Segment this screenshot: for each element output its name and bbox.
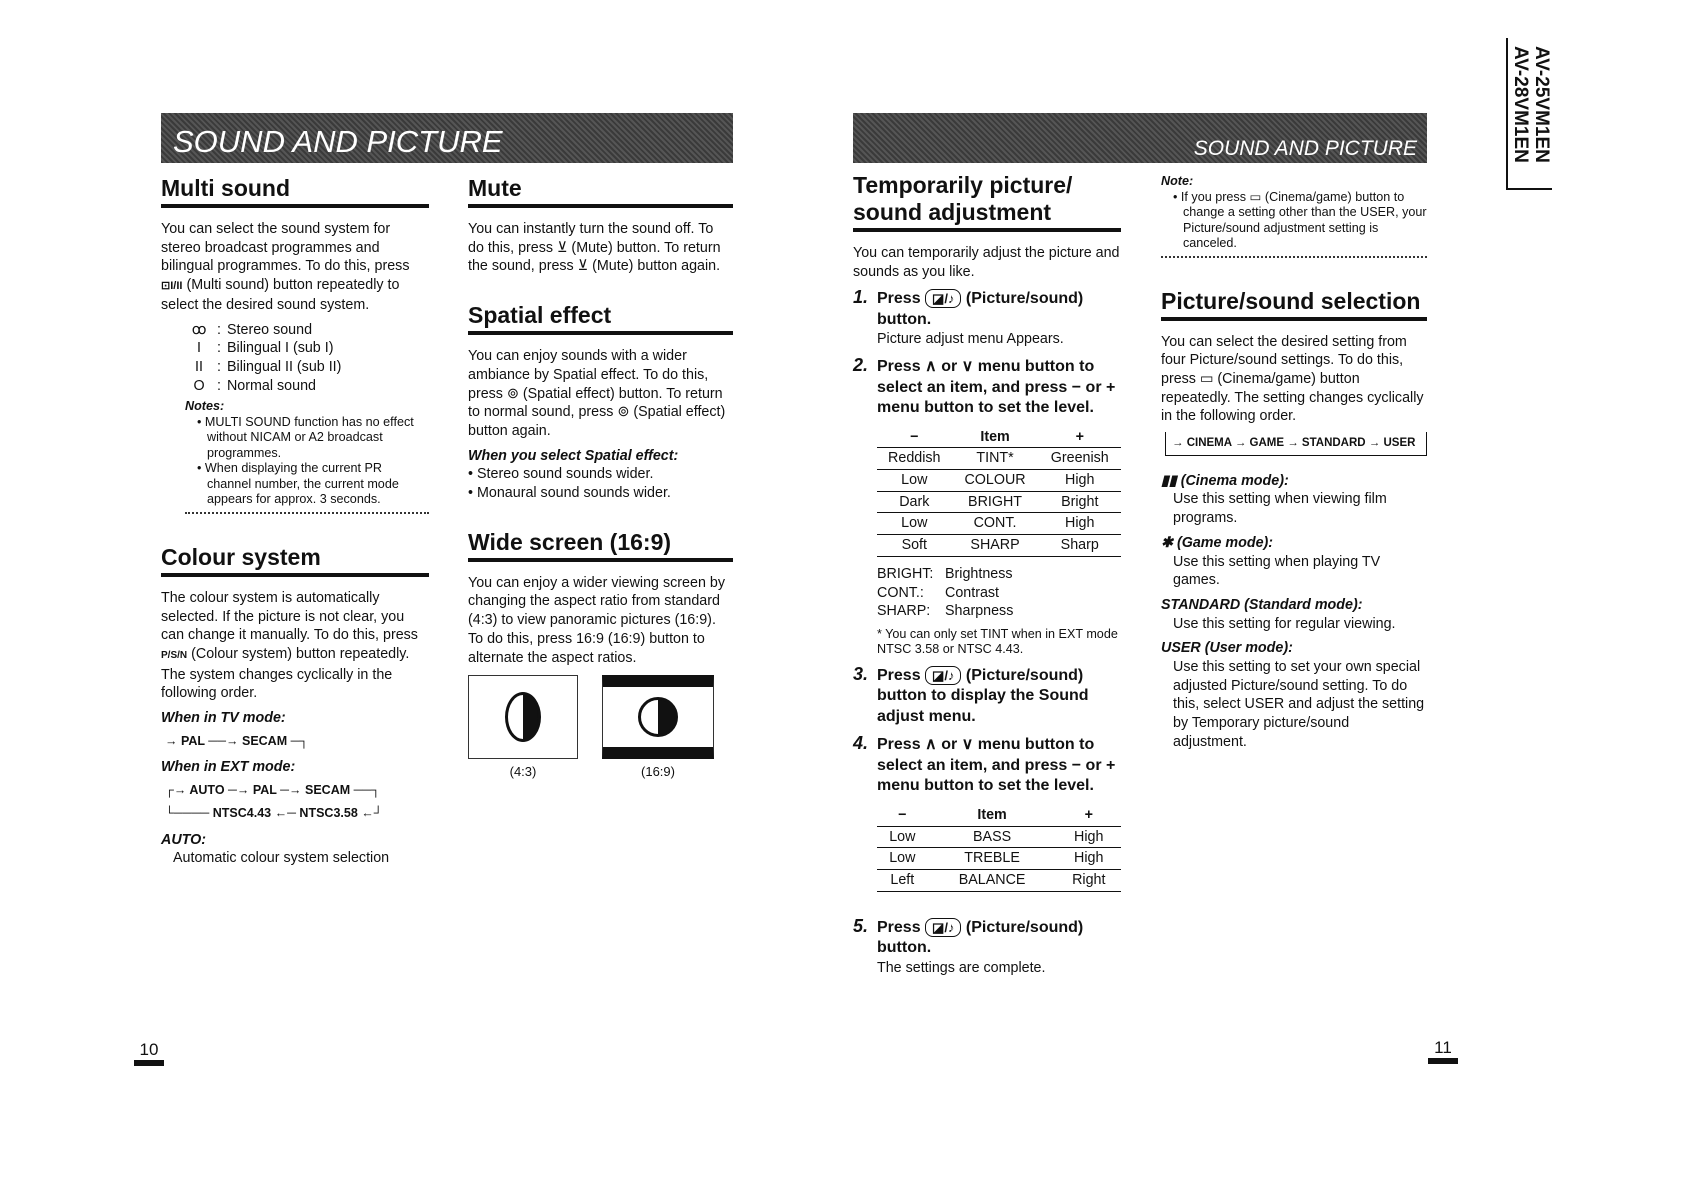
table-cell: Left [877, 870, 928, 892]
note-item: • MULTI SOUND function has no effect without NICAM or A2 broadcast programmes. [197, 414, 414, 460]
table-cell: Low [877, 470, 952, 492]
heading-colour-system: Colour system [161, 544, 429, 577]
abbreviation-item: CONT.: Contrast [877, 584, 1000, 601]
table-cell: TREBLE [928, 848, 1057, 870]
tv-16-9-image [602, 675, 714, 759]
table-row [877, 491, 1121, 513]
section-banner-right [853, 113, 1427, 163]
table-cell: BALANCE [928, 870, 1057, 892]
heading-mute: Mute [468, 175, 733, 208]
multi-sound-body: You can select the sound system for stereo broadcast programmes and bilingual programmes. To do this, press ⊡I/II (Multi sound) button repeatedly to select the desired sound system. [161, 221, 410, 313]
note-box [1161, 174, 1427, 258]
table-row [877, 826, 1121, 848]
table-cell: High [1039, 470, 1121, 492]
auto-desc: Automatic colour system selection [173, 850, 390, 867]
list-item: ꝏ : Stereo sound [191, 321, 313, 338]
table-cell: Low [877, 826, 928, 848]
step-5-result: The settings are complete. [877, 959, 1046, 976]
colour-system-body: The colour system is automatically selected. If the picture is not clear, you can change it manually. To do this, press P/S/N (Colour system) button repeatedly. The system changes cyclically in the following order. [161, 589, 418, 702]
ext-mode-sequence-return: └──── NTSC4.43 ←─ NTSC3.58 ←┘ [165, 805, 383, 820]
note-item: • If you press ▭ (Cinema/game) button to change a setting other than the USER, your Picture/sound adjustment setting is canceled. [1173, 189, 1427, 250]
table-cell: Greenish [1039, 448, 1121, 470]
heading-spatial-effect: Spatial effect [468, 302, 733, 335]
table-cell: Sharp [1039, 535, 1121, 557]
table-row [877, 848, 1121, 870]
tv-mode-sequence: → PAL ──→ SECAM ─┐ [165, 733, 309, 748]
step-1-result: Picture adjust menu Appears. [877, 331, 1064, 348]
sound-mode-list [187, 321, 429, 396]
step-2: 2. Press ∧ or ∨ menu button to select an item, and press − or + menu button to set the level. [853, 355, 1116, 417]
step-3: 3. Press ◪/♪ (Picture/sound) button to display the Sound adjust menu. [853, 663, 1089, 725]
page-number-right: 11 [1428, 1038, 1458, 1064]
step-5: 5. Press ◪/♪ (Picture/sound) button. [853, 915, 1084, 957]
mode-desc: Use this setting when playing TV games. [1173, 553, 1381, 589]
picture-sound-button-icon: ◪/♪ [925, 289, 961, 308]
mode-desc: Use this setting to set your own special adjusted Picture/sound setting. To do this, select USER and adjust the setting by Temporary picture/sound adjustment. [1173, 659, 1425, 750]
column-temporary-adjustment [853, 172, 1121, 983]
sound-adjust-table: − Item + Low BASS High Low TREBLE High Left BALANCE Right [877, 805, 1121, 892]
table-cell: BRIGHT [952, 491, 1039, 513]
table-cell: Dark [877, 491, 952, 513]
table-row [877, 513, 1121, 535]
table-cell: Reddish [877, 448, 952, 470]
mode-title: STANDARD (Standard mode): [1161, 596, 1363, 613]
model-2: AV-28VM1EN [1510, 46, 1531, 163]
mode-desc: Use this setting for regular viewing. [1173, 615, 1396, 632]
abbreviations [853, 565, 1121, 621]
list-item: • Monaural sound sounds wider. [468, 485, 671, 502]
table-row [877, 448, 1121, 470]
mode-title: USER (User mode): [1161, 640, 1293, 657]
ext-mode-sequence: ┌→ AUTO ─→ PAL ─→ SECAM ──┐ [165, 783, 381, 798]
abbreviation-item: BRIGHT: Brightness [877, 565, 1013, 582]
list-item: II : Bilingual II (sub II) [195, 358, 342, 375]
column-picture-sound-selection [1161, 170, 1427, 758]
heading-temporary-adjustment: Temporarily picture/ sound adjustment [853, 172, 1121, 232]
model-label [1506, 38, 1552, 190]
tv-4-3-image [468, 675, 578, 759]
tv-mode-label: When in TV mode: [161, 710, 286, 727]
table-cell: CONT. [952, 513, 1039, 535]
table-cell: BASS [928, 826, 1057, 848]
list-item: • Stereo sound sounds wider. [468, 466, 654, 483]
mode-desc: Use this setting when viewing film programs. [1173, 491, 1387, 527]
table-cell: TINT* [952, 448, 1039, 470]
table-cell: Right [1057, 870, 1121, 892]
spatial-when-label: When you select Spatial effect: [468, 447, 679, 464]
table-cell: COLOUR [952, 470, 1039, 492]
note-item: • When displaying the current PR channel number, the current mode appears for approx. 3 seconds. [197, 461, 399, 507]
mode-cycle-sequence: → CINEMA → GAME → STANDARD → USER [1165, 432, 1427, 456]
auto-title: AUTO: [161, 831, 207, 848]
table-cell: High [1057, 826, 1121, 848]
notes-title: Notes: [185, 399, 225, 414]
table-row [877, 870, 1121, 892]
mode-title: ▮▮ (Cinema mode): [1161, 472, 1289, 489]
ext-mode-label: When in EXT mode: [161, 759, 296, 776]
model-1: AV-25VM1EN [1531, 46, 1552, 163]
mode-title: ✱ (Game mode): [1161, 534, 1274, 551]
notes-box [185, 399, 429, 514]
temp-intro: You can temporarily adjust the picture and sounds as you like. [853, 245, 1120, 280]
section-banner-left [161, 113, 733, 163]
list-item: O : Normal sound [193, 377, 316, 394]
multi-sound-button-icon: ⊡I/II [161, 280, 183, 293]
banner-title: SOUND AND PICTURE [173, 124, 503, 159]
table-cell: Low [877, 513, 952, 535]
ps-body: You can select the desired setting from four Picture/sound settings. To do this, press ▭ (Cinema/game) button repeatedly. The setting changes cyclically in the following order. [1161, 333, 1424, 425]
caption-16-9: (16:9) [641, 764, 675, 780]
page-number-left: 10 [134, 1040, 164, 1066]
step-1: 1. Press ◪/♪ (Picture/sound) button. [853, 287, 1084, 328]
caption-4-3: (4:3) [509, 764, 537, 780]
column-multi-sound [161, 175, 429, 868]
wide-body: You can enjoy a wider viewing screen by changing the aspect ratio from standard (4:3) to view panoramic pictures (16:9). To do this, press 16:9 (16:9) button to alternate the aspect ratios. [468, 574, 725, 666]
table-row [877, 535, 1121, 557]
abbreviation-item: SHARP: Sharpness [877, 603, 1014, 620]
table-row [877, 470, 1121, 492]
heading-picture-sound-selection: Picture/sound selection [1161, 288, 1427, 321]
banner-title: SOUND AND PICTURE [1193, 137, 1417, 160]
table-cell: High [1057, 848, 1121, 870]
aspect-illustration [468, 675, 733, 782]
table-cell: Low [877, 848, 928, 870]
heading-multi-sound: Multi sound [161, 175, 429, 208]
table-cell: Bright [1039, 491, 1121, 513]
spatial-body: You can enjoy sounds with a wider ambiance by Spatial effect. To do this, press ⊚ (Spatial effect) button. To return to normal sound, press ⊚ (Spatial effect) button again. [468, 348, 726, 439]
note-title: Note: [1161, 174, 1194, 188]
column-mute-spatial-wide [468, 175, 733, 782]
table-cell: High [1039, 513, 1121, 535]
table-cell: Soft [877, 535, 952, 557]
step-4: 4. Press ∧ or ∨ menu button to select an item, and press − or + menu button to set the level. [853, 733, 1116, 795]
tint-footnote: * You can only set TINT when in EXT mode NTSC 3.58 or NTSC 4.43. [877, 626, 1118, 657]
list-item: I : Bilingual I (sub I) [197, 340, 334, 357]
heading-wide-screen: Wide screen (16:9) [468, 529, 733, 562]
table-cell: SHARP [952, 535, 1039, 557]
picture-adjust-table: − Item + Reddish TINT* Greenish Low COLOUR High Dark BRIGHT Bright Low CONT. High Soft SHARP Sharp [877, 427, 1121, 557]
mute-body: You can instantly turn the sound off. To do this, press ⊻ (Mute) button. To return the sound, press ⊻ (Mute) button again. [468, 221, 721, 275]
